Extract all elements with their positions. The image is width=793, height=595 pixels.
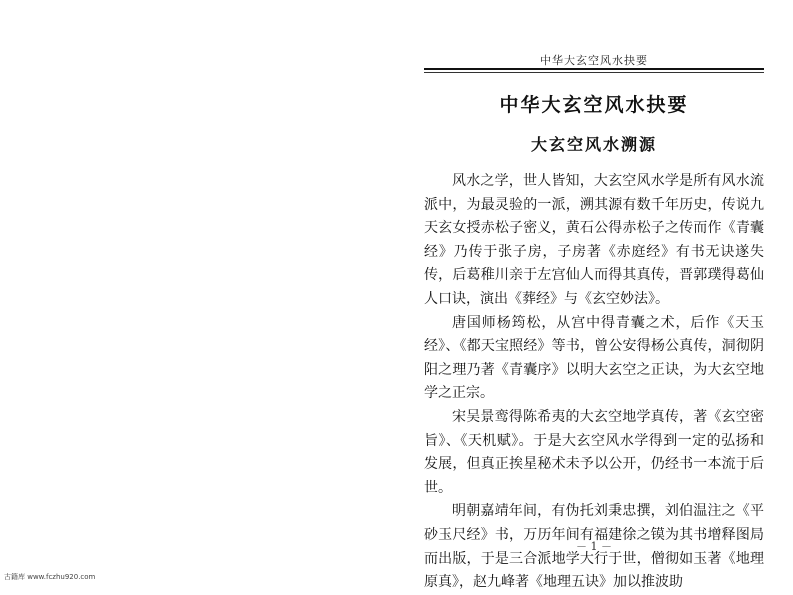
- site-watermark: 古籍库 www.fczhu920.com: [4, 573, 96, 581]
- section-subtitle: 大玄空风水溯源: [530, 135, 657, 154]
- paragraph-4: 明朝嘉靖年间，有伪托刘秉忠撰，刘伯温注之《平砂玉尺经》书，万历年间有福建徐之镆为其书增释图局而出版，于是三合派地学大行于世，僧彻如玉著《地理原真》，赵九峰著《地理五诀》加以推波助: [424, 503, 764, 591]
- header-rule-thick: [424, 68, 764, 70]
- page-title: 中华大玄空风水抉要: [499, 94, 689, 116]
- header-rule-thin: [424, 72, 764, 73]
- running-head: 中华大玄空风水抉要: [540, 54, 648, 67]
- paragraph-1: 风水之学，世人皆知，大玄空风水学是所有风水流派中，为最灵验的一派，溯其源有数千年历史，传说九天玄女授赤松子密义，黄石公得赤松子之传而作《青囊经》乃传于张子房，子房著《赤庭经》有书无诀遂失传，后葛稚川亲于左宫仙人而得其真传，晋郭璞得葛仙人口诀，演出《葬经》与《玄空妙法》。: [424, 173, 764, 307]
- left-page-blank: [0, 0, 396, 587]
- paragraph-2: 唐国师杨筠松，从宫中得青囊之术，后作《天玉经》、《都天宝照经》等书，曾公安得杨公真传，洞彻阴阳之理乃著《青囊序》以明大玄空之正诀，为大玄空地学之正宗。: [424, 314, 764, 402]
- body-text: [424, 170, 764, 595]
- page-number: － 1 －: [576, 540, 612, 553]
- paragraph-3: 宋吴景鸾得陈希夷的大玄空地学真传，著《玄空密旨》、《天机赋》。于是大玄空风水学得到一定的弘扬和发展，但真正挨星秘术未予以公开，仍经书一本流于后世。: [424, 408, 764, 496]
